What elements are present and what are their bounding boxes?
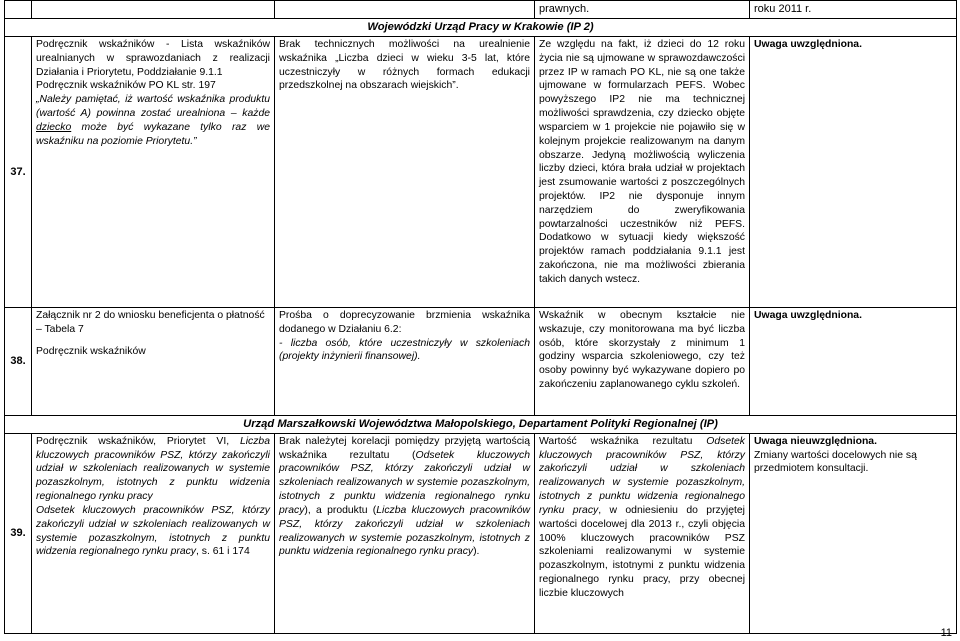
table-row: [5, 433, 957, 633]
doc-line: Podręcznik wskaźników PO KL str. 197: [36, 80, 216, 92]
row-number: 39.: [5, 433, 32, 633]
document-reference: Podręcznik wskaźników, Priorytet VI, Liczba kluczowych pracowników PSZ, którzy zakończyli udział w szkoleniach realizowanych w systemie pozaszkolnym, istotnych z punktu widzenia regionalnego rynku pracy Odsetek kluczowych pracowników PSZ, którzy zakończyli udział w szkoleniach realizowanych w systemie pozaszkolnym, istotnych z punktu widzenia regionalnego rynku pracy, s. 61 i 174: [32, 433, 275, 633]
response-text: Wartość wskaźnika rezultatu Odsetek kluczowych pracowników PSZ, którzy zakończyli udział w szkoleniach realizowanych w systemie pozaszkolnym, istotnych z punktu widzenia regionalnego rynku pracy, w odniesieniu do przyjętej wartości docelowej dla 2013 r., czyli objęcia 100% kluczowych pracowników PSZ szkoleniami realizowanymi w systemie pozaszkolnym, istotnymi z punktu widzenia regionalnego rynku pracy, przy obecnej liczbie kluczowych: [535, 433, 750, 633]
table-row: [5, 36, 957, 307]
decision-text: Uwaga uwzględniona.: [750, 36, 957, 307]
table-row: [5, 307, 957, 415]
consultation-table: [4, 0, 957, 634]
section-header-umwm: [5, 415, 957, 433]
document-reference: [32, 307, 275, 415]
doc-line: Podręcznik wskaźników: [36, 345, 146, 357]
response-text: Wskaźnik w obecnym kształcie nie wskazuje, czy monitorowana ma być liczba osób, które skorzystały z minimum 1 godziny wsparcia szkoleniowego, czy też osoby powinny być wykazywane dopiero po zakończeniu zaplanowanego cyklu szkoleń.: [535, 307, 750, 415]
document-reference: [32, 36, 275, 307]
row-number: 37.: [5, 36, 32, 307]
section-header-wup: [5, 19, 957, 37]
decision-note: Zmiany wartości docelowych nie są przedmiotem konsultacji.: [754, 449, 917, 475]
doc-line: Załącznik nr 2 do wniosku beneficjenta o płatność – Tabela 7: [36, 309, 265, 335]
continuation-response: prawnych.: [535, 1, 750, 19]
section-title: Wojewódzki Urząd Pracy w Krakowie (IP 2): [5, 19, 957, 37]
continuation-row: [5, 1, 957, 19]
response-text: Ze względu na fakt, iż dzieci do 12 roku życia nie są ujmowane w sprawozdawczości przez IP w ramach PO KL, nie są one także ujmowane w formularzach PEFS. Wobec powyższego IP2 nie ma technicznej możliwości sprawdzenia, czy dziecko objęte wsparciem w 1 projekcie nie pojawiło się w kolejnym projekcie realizowanym na danym obszarze. Jedyną możliwością wyliczenia liczby dzieci, która brała udział w projektach jest zsumowanie wartości z poszczególnych projektów. IP2 nie dysponuje innym narzędziem do zweryfikowania powtarzalności uczestników niż PEFS. Dodatkowo w sytuacji kiedy większość projektów ramach poddziałania 9.1.1 jest zakończona, nie ma możliwości zbierania takich danych wstecz.: [535, 36, 750, 307]
decision-text: Uwaga nieuwzględniona.: [754, 435, 877, 447]
comment-text: Prośba o doprecyzowanie brzmienia wskaźnika dodanego w Działaniu 6.2: - liczba osób, które uczestniczyły w szkoleniach (projekty inżynierii finansowej).: [275, 307, 535, 415]
decision-cell: [750, 433, 957, 633]
comment-text: Brak technicznych możliwości na urealnienie wskaźnika „Liczba dzieci w wieku 3-5 lat, które uczestniczyły w różnych formach edukacji przedszkolnej na obszarach wiejskich”.: [275, 36, 535, 307]
section-title: Urząd Marszałkowski Województwa Małopolskiego, Departament Polityki Regionalnej (IP): [5, 415, 957, 433]
continuation-decision: roku 2011 r.: [750, 1, 957, 19]
page-number: 11: [940, 627, 952, 639]
row-number: 38.: [5, 307, 32, 415]
doc-quote: „Należy pamiętać, iż wartość wskaźnika produktu (wartość A) powinna zostać urealniona – każde dziecko może być wykazane tylko raz we wskaźniku na poziomie Priorytetu.”: [36, 94, 270, 147]
doc-line: Podręcznik wskaźników - Lista wskaźników urealnianych w sprawozdaniach z realizacji Działania i Priorytetu, Poddziałanie 9.1.1: [36, 38, 270, 78]
decision-text: Uwaga uwzględniona.: [750, 307, 957, 415]
comment-text: Brak należytej korelacji pomiędzy przyjętą wartością wskaźnika rezultatu (Odsetek kluczowych pracowników PSZ, którzy zakończyli udział w szkoleniach realizowanych w systemie pozaszkolnym, istotnych z punktu widzenia regionalnego rynku pracy), a produktu (Liczba kluczowych pracowników PSZ, którzy zakończyli udział w szkoleniach realizowanych w systemie pozaszkolnym, istotnych z punktu widzenia regionalnego rynku pracy).: [275, 433, 535, 633]
